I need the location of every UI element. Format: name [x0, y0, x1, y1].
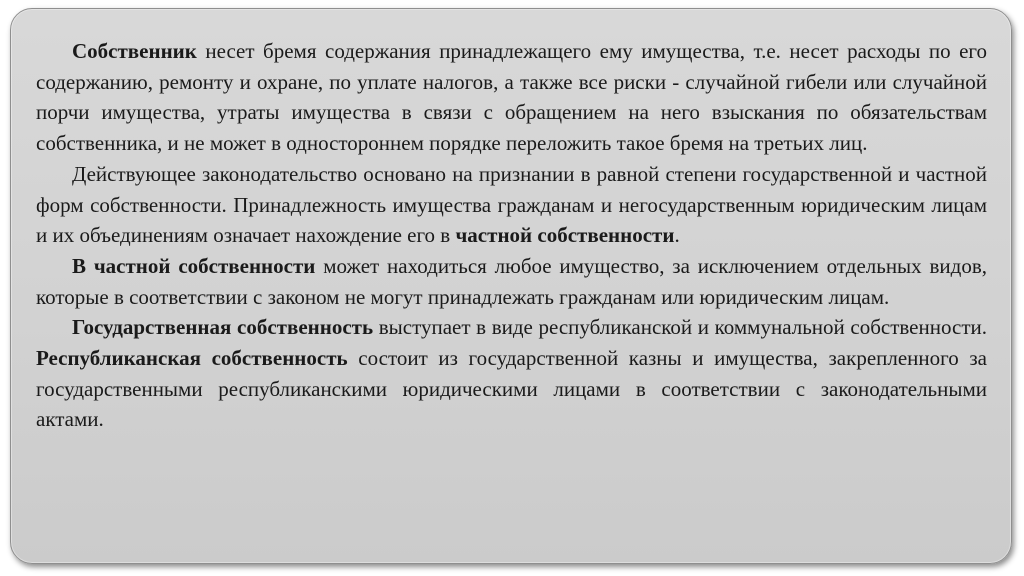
- private-property-text: может находиться любое имущество, за исключением отдельных видов, которые в соответствии с законом не могут принадлежать гражданам или юридическим лицам.: [36, 253, 987, 309]
- legislation-text: Действующее законодательство основано на признании в равной степени государственной и частной форм собственности. Принадлежность имущества гражданам и негосударственным юридическим лицам и их объединениям означает нахождение его в: [36, 161, 987, 248]
- term-in-private-property: В частной собственности: [72, 253, 316, 278]
- paragraph-owner-burden: [36, 36, 987, 159]
- slide-body-text: [36, 36, 987, 435]
- state-property-text: выступает в виде республиканской и коммунальной собственности.: [373, 315, 987, 340]
- term-state-property: Государственная собственность: [72, 315, 374, 340]
- paragraph-private-property: [36, 251, 987, 312]
- legislation-period: .: [674, 223, 680, 248]
- term-republican-property: Республиканская собственность: [36, 346, 348, 371]
- term-owner: Собственник: [72, 39, 197, 63]
- term-private-property: частной собственности: [455, 223, 675, 248]
- republican-property-text: состоит из государственной казны и имущества, закрепленного за государственными республиканскими юридическими лицами в соответствии с законодательными актами.: [36, 346, 987, 432]
- paragraph-state-property: [36, 312, 987, 435]
- owner-burden-text: несет бремя содержания принадлежащего ему имущества, т.е. несет расходы по его содержанию, ремонту и охране, по уплате налогов, а также все риски - случайной гибели или случайной порчи имущества, утраты имущества в связи с обращением на него взыскания по обязательствам собственника, и не может в одностороннем порядке переложить такое бремя на третьих лиц.: [36, 39, 987, 156]
- paragraph-legislation: [36, 159, 987, 251]
